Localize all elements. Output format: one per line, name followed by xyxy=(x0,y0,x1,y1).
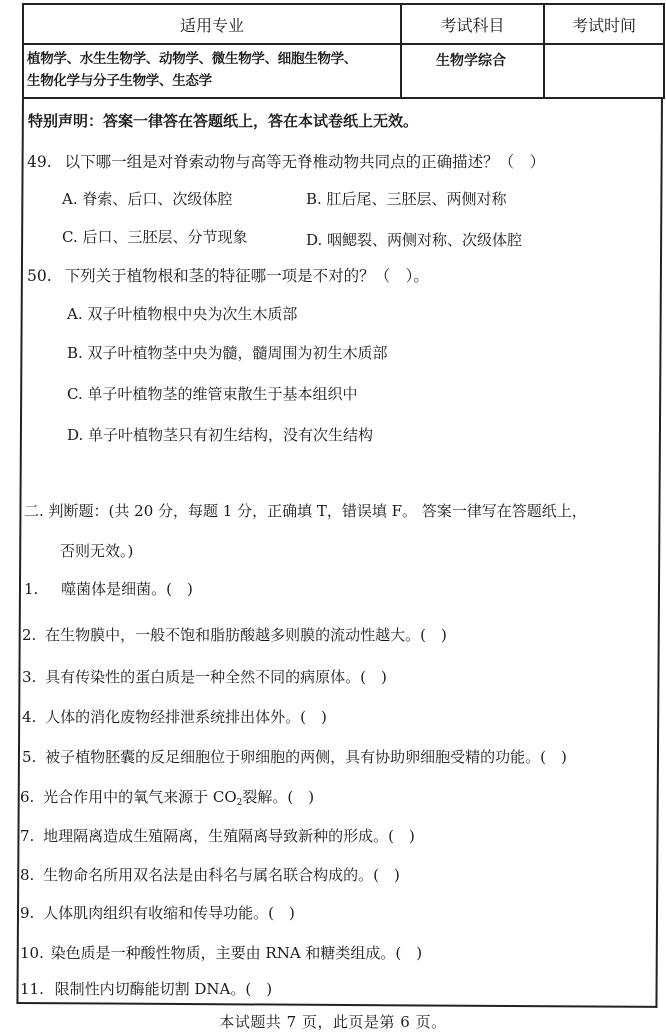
tf-item-4 xyxy=(22,706,327,727)
applicable-majors-cell xyxy=(23,44,401,98)
item-text: 光合作用中的氧气来源于 $CO_2$裂解。( ) xyxy=(43,788,315,808)
item-number: 8. xyxy=(20,866,35,884)
question-49 xyxy=(27,150,545,172)
item-number: 2. xyxy=(22,626,37,644)
question-number: 50. xyxy=(27,267,52,285)
item-number: 6. xyxy=(20,788,35,806)
item-number: 11. xyxy=(20,980,44,998)
item-number: 10. xyxy=(20,944,44,962)
tf-item-11 xyxy=(20,978,272,999)
item-number: 9. xyxy=(20,904,35,922)
q49-option-b: B. 肛后尾、三胚层、两侧对称 xyxy=(306,190,507,208)
q50-option-a: A. 双子叶植物根中央为次生木质部 xyxy=(67,305,298,323)
tf-item-2 xyxy=(22,624,447,645)
item-number: 7. xyxy=(20,827,35,845)
q49-option-d: D. 咽鳃裂、两侧对称、次级体腔 xyxy=(306,231,523,249)
applicable-majors-label: 适用专业 xyxy=(23,4,401,44)
tf-item-9 xyxy=(20,902,295,923)
tf-item-3 xyxy=(22,666,387,687)
item-number: 4. xyxy=(22,708,37,726)
section-2-title-continued: 否则无效。) xyxy=(60,542,134,560)
section-2-title: 二. 判断题：(共 20 分，每题 1 分，正确填 T，错误填 F。 答案一律写在答题纸上， xyxy=(24,502,587,520)
item-text: 地理隔离造成生殖隔离，生殖隔离导致新种的形成。( ) xyxy=(43,827,415,845)
exam-time-label: 考试时间 xyxy=(544,4,664,44)
header-value-row xyxy=(23,44,664,98)
special-notice: 特别声明：答案一律答在答题纸上，答在本试卷纸上无效。 xyxy=(28,112,419,130)
tf-item-8 xyxy=(20,864,400,885)
page-footer: 本试题共 7 页，此页是第 6 页。 xyxy=(219,1013,447,1031)
exam-subject-label: 考试科目 xyxy=(401,4,544,44)
q50-option-c: C. 单子叶植物茎的维管束散生于基本组织中 xyxy=(67,385,358,403)
majors-line-1: 植物学、水生生物学、动物学、微生物学、细胞生物学、 xyxy=(27,51,357,67)
item-text: 被子植物胚囊的反足细胞位于卵细胞的两侧，具有协助卵细胞受精的功能。( ) xyxy=(45,748,567,766)
item-text: 具有传染性的蛋白质是一种全然不同的病原体。( ) xyxy=(45,668,387,686)
question-50 xyxy=(27,264,429,286)
exam-subject-cell xyxy=(401,44,544,98)
q49-option-a: A. 脊索、后口、次级体腔 xyxy=(62,190,233,208)
tf-item-6 xyxy=(20,786,314,808)
item-text: 生物命名所用双名法是由科名与属名联合构成的。( ) xyxy=(43,866,400,884)
q50-option-d: D. 单子叶植物茎只有初生结构，没有次生结构 xyxy=(67,426,374,444)
question-stem: 下列关于植物根和茎的特征哪一项是不对的？（ ）。 xyxy=(64,267,429,285)
tf-item-1 xyxy=(24,578,193,599)
item-text: 噬菌体是细菌。( ) xyxy=(61,580,193,598)
item-number: 1. xyxy=(24,580,39,598)
header-label-row xyxy=(23,4,664,44)
item-number: 3. xyxy=(22,668,37,686)
question-stem: 以下哪一组是对脊索动物与高等无脊椎动物共同点的正确描述？（ ） xyxy=(64,153,546,171)
q50-option-b: B. 双子叶植物茎中央为髓，髓周围为初生木质部 xyxy=(67,344,388,362)
item-text: 人体肌肉组织有收缩和传导功能。( ) xyxy=(43,904,295,922)
q49-option-c: C. 后口、三胚层、分节现象 xyxy=(62,228,248,246)
item-text: 染色质是一种酸性物质，主要由 RNA 和糖类组成。( ) xyxy=(50,944,423,962)
exam-time-cell xyxy=(544,44,664,98)
item-number: 5. xyxy=(22,748,37,766)
exam-header-table xyxy=(22,3,665,99)
item-text: 在生物膜中，一般不饱和脂肪酸越多则膜的流动性越大。( ) xyxy=(45,626,447,644)
tf-item-10 xyxy=(20,942,422,963)
item-text: 人体的消化废物经排泄系统排出体外。( ) xyxy=(45,708,327,726)
majors-line-2: 生物化学与分子生物学、生态学 xyxy=(27,73,212,89)
question-number: 49. xyxy=(27,153,52,171)
item-text: 限制性内切酶能切割 DNA。( ) xyxy=(54,980,273,998)
tf-item-5 xyxy=(22,746,567,767)
exam-subject-value: 生物学综合 xyxy=(436,53,506,69)
tf-item-7 xyxy=(20,825,415,846)
